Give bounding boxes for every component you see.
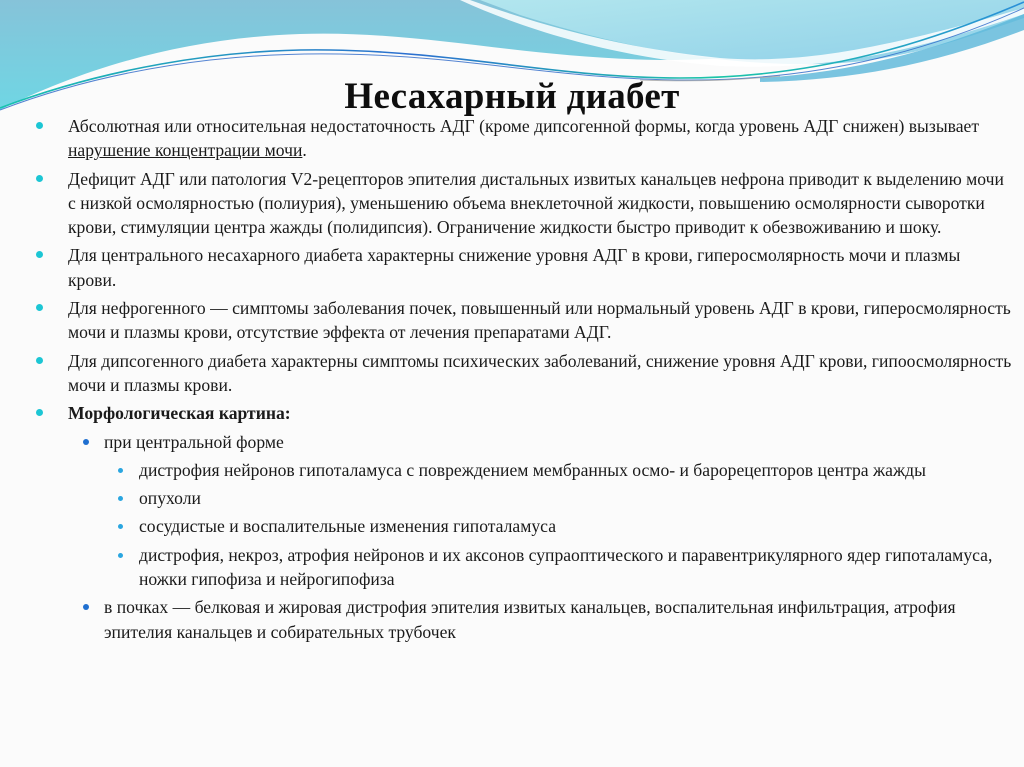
bullet-dot-icon	[36, 122, 43, 129]
section-heading: Морфологическая картина:	[68, 403, 291, 424]
bullet-dot-icon	[36, 175, 43, 182]
bullet-text: Дефицит АДГ или патология V2-рецепторов эпителия дистальных извитых канальцев нефрона приводит к выделению мочи с низкой осмолярностью (полиурия), уменьшению объема внеклеточной жидкости, повышению осмолярности сыворотки крови, стимуляции центра жажды (полидипсия). Ограничение жидкости быстро приводит к обезвоживанию и шоку.	[68, 168, 1004, 238]
bullet-item	[32, 114, 1012, 163]
bullet-item-morphology	[32, 401, 1012, 644]
bullet-dot-icon	[36, 304, 43, 311]
bullet-dot-icon	[36, 357, 43, 364]
slide-body	[32, 114, 1012, 648]
sub-sub-bullet-list	[32, 458, 1012, 591]
bullet-text: Для дипсогенного диабета характерны симптомы психических заболеваний, снижение уровня АДГ крови, гипоосмолярность мочи и плазмы крови.	[68, 350, 1012, 395]
underlined-text: нарушение концентрации мочи	[68, 140, 303, 161]
slide-title: Несахарный диабет	[344, 75, 680, 117]
bullet-text: Абсолютная или относительная недостаточность АДГ (кроме дипсогенной формы, когда уровень АДГ снижен) вызывает	[68, 116, 980, 136]
bullet-text-end: .	[302, 140, 307, 161]
bullet-item	[32, 167, 1012, 240]
sub-sub-bullet-text: сосудистые и воспалительные изменения гипоталамуса	[139, 516, 557, 537]
sub-bullet-item	[32, 595, 1012, 644]
sub-sub-bullet-item	[32, 514, 1012, 538]
bullet-text: Для нефрогенного — симптомы заболевания почек, повышенный или нормальный уровень АДГ в крови, гиперосмолярность мочи и плазмы крови, отсутствие эффекта от лечения препаратами АДГ.	[68, 298, 1011, 343]
bullet-dot-icon	[83, 604, 89, 610]
sub-bullet-text: при центральной форме	[104, 431, 284, 452]
bullet-dot-icon	[118, 553, 123, 558]
sub-sub-bullet-text: дистрофия, некроз, атрофия нейронов и их аксонов супраоптического и паравентрикулярного ядер гипоталамуса, ножки гипофиза и нейрогипофиза	[139, 544, 993, 590]
sub-sub-bullet-item	[32, 458, 1012, 482]
bullet-item	[32, 349, 1012, 398]
sub-bullet-list	[32, 430, 1012, 644]
bullet-dot-icon	[36, 409, 43, 416]
sub-sub-bullet-item	[32, 543, 1012, 592]
sub-sub-bullet-text: опухоли	[139, 488, 201, 509]
bullet-dot-icon	[36, 251, 43, 258]
bullet-dot-icon	[118, 524, 123, 529]
bullet-dot-icon	[83, 439, 89, 445]
sub-sub-bullet-item	[32, 486, 1012, 510]
bullet-item	[32, 243, 1012, 292]
sub-bullet-item	[32, 430, 1012, 592]
bullet-text: Для центрального несахарного диабета характерны снижение уровня АДГ в крови, гиперосмолярность мочи и плазмы крови.	[68, 245, 961, 290]
bullet-dot-icon	[118, 496, 123, 501]
sub-sub-bullet-text: дистрофия нейронов гипоталамуса с повреждением мембранных осмо- и барорецепторов центра жажды	[139, 459, 926, 480]
sub-bullet-text: в почках — белковая и жировая дистрофия эпителия извитых канальцев, воспалительная инфильтрация, атрофия эпителия канальцев и собирательных трубочек	[104, 597, 956, 642]
bullet-dot-icon	[118, 468, 123, 473]
bullet-list	[32, 114, 1012, 644]
bullet-item	[32, 296, 1012, 345]
